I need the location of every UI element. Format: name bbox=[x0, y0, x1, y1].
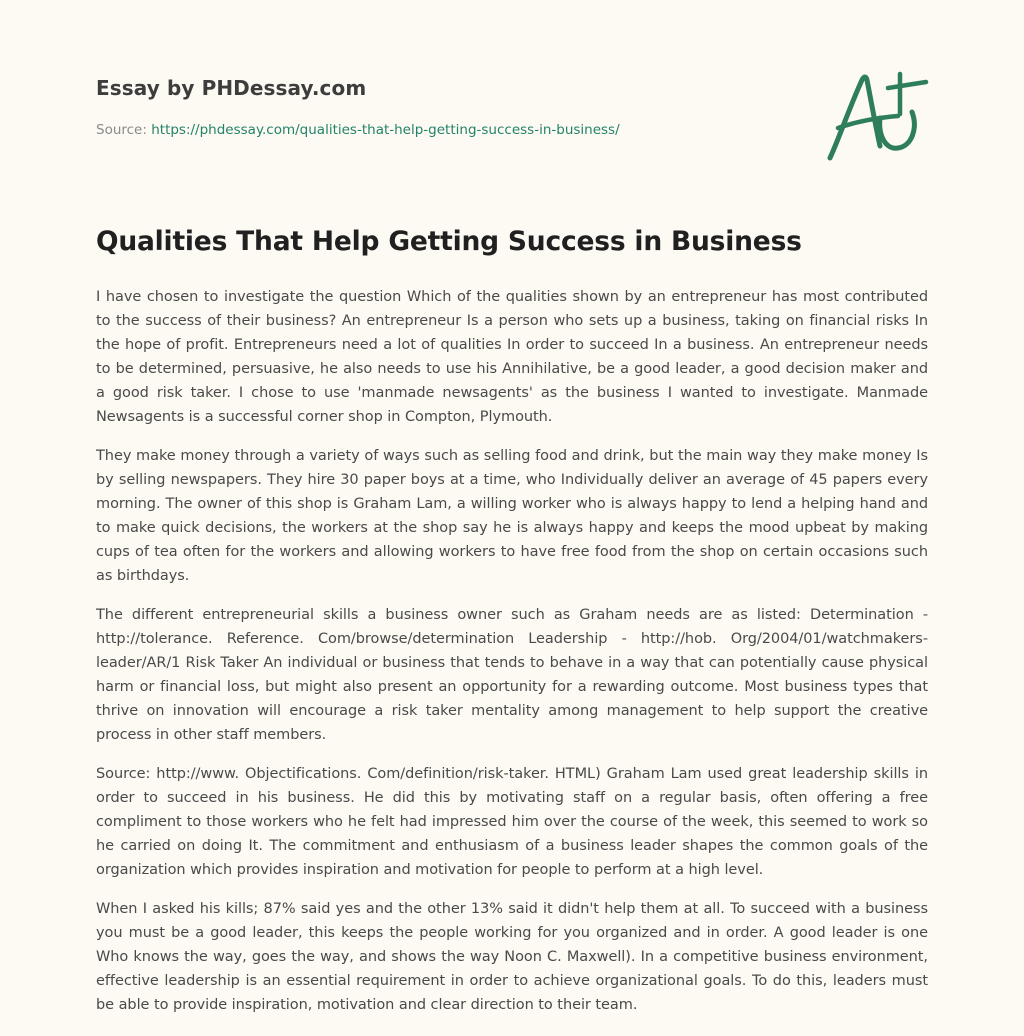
a-plus-logo-svg bbox=[820, 66, 932, 166]
essay-paragraph: When I asked his kills; 87% said yes and the other 13% said it didn't help them at all. To succeed with a business you must be a good leader, this keeps the people working for you organized and in order. A good leader is one Who knows the way, goes the way, and shows the way Noon C. Maxwell). In a competitive business environment, effective leadership is an essential requirement in order to achieve organizational goals. To do this, leaders must be able to provide inspiration, motivation and clear direction to their team. bbox=[96, 901, 928, 1013]
source-link[interactable]: https://phdessay.com/qualities-that-help-getting-success-in-business/ bbox=[151, 122, 620, 138]
site-title: Essay by PHDessay.com bbox=[96, 76, 367, 100]
essay-paragraph: I have chosen to investigate the question Which of the qualities shown by an entrepreneur has most contributed to the success of their business? An entrepreneur Is a person who sets up a business, taking on financial risks In the hope of profit. Entrepreneurs need a lot of qualities In order to succeed In a business. An entrepreneur needs to be determined, persuasive, he also needs to use his Annihilative, be a good leader, a good decision maker and a good risk taker. I chose to use 'manmade newsagents' as the business I wanted to investigate. Manmade Newsagents is a successful corner shop in Compton, Plymouth. bbox=[96, 289, 928, 425]
essay-title: Qualities That Help Getting Success in Business bbox=[96, 226, 802, 257]
essay-paragraph: The different entrepreneurial skills a business owner such as Graham needs are as listed: Determination - http://tolerance. Reference. Com/browse/determination Leadership - http://hob. Org/2004/01/watchmakers-leader/AR/1 Risk Taker An individual or business that tends to behave in a way that can potentially cause physical harm or financial loss, but might also present an opportunity for a rewarding outcome. Most business types that thrive on innovation will encourage a risk taker mentality among management to help support the creative process in other staff members. bbox=[96, 607, 928, 743]
essay-body bbox=[96, 285, 928, 1032]
essay-paragraph: They make money through a variety of ways such as selling food and drink, but the main way they make money Is by selling newspapers. They hire 30 paper boys at a time, who Individually deliver an average of 45 papers every morning. The owner of this shop is Graham Lam, a willing worker who is always happy to lend a helping hand and to make quick decisions, the workers at the shop say he is always happy and keeps the mood upbeat by making cups of tea often for the workers and allowing workers to have free food from the shop on certain occasions such as birthdays. bbox=[96, 448, 928, 584]
source-line bbox=[96, 122, 796, 138]
page-header bbox=[96, 76, 796, 138]
a-plus-grade-icon bbox=[820, 66, 932, 166]
source-label: Source: bbox=[96, 122, 147, 138]
essay-paragraph: Source: http://www. Objectifications. Com/definition/risk-taker. HTML) Graham Lam used great leadership skills in order to succeed in his business. He did this by motivating staff on a regular basis, often offering a free compliment to those workers who he felt had impressed him over the course of the week, this seemed to work so he carried on doing It. The commitment and enthusiasm of a business leader shapes the common goals of the organization which provides inspiration and motivation for people to perform at a high level. bbox=[96, 766, 928, 878]
